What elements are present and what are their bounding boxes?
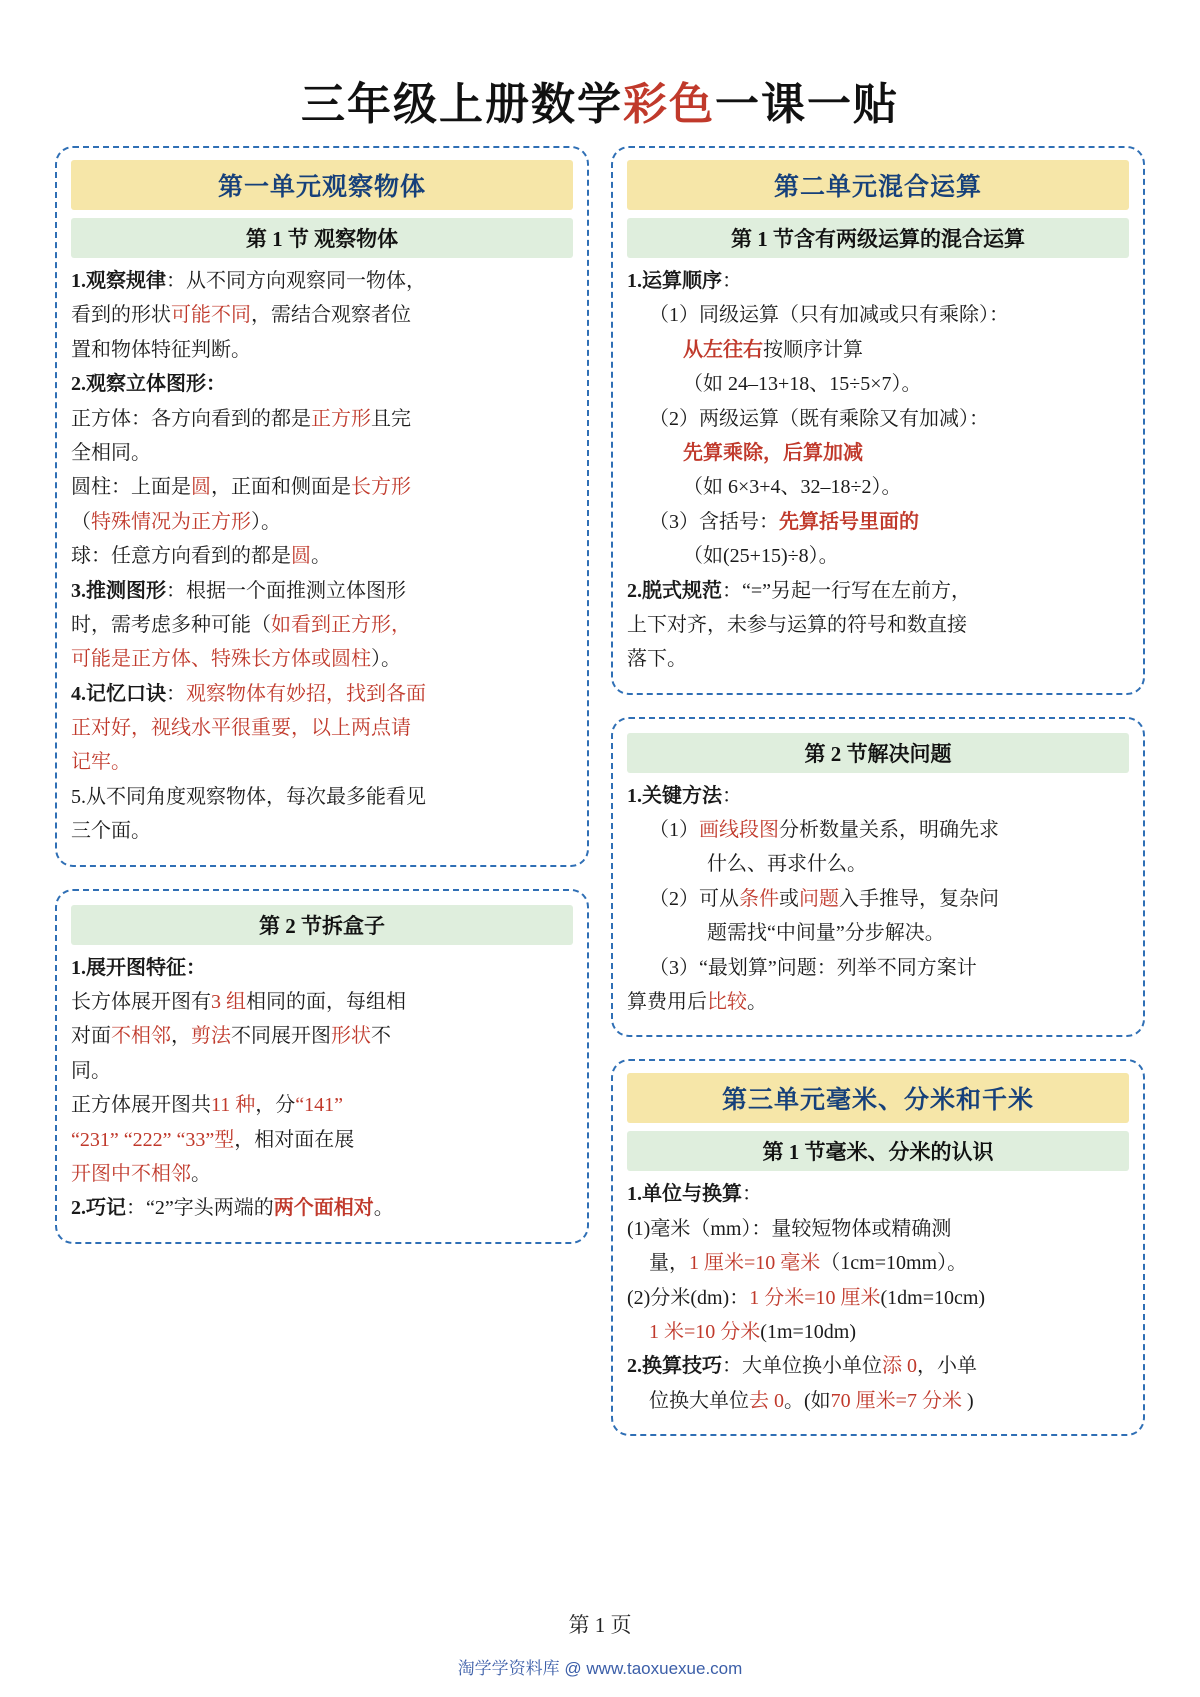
unit1-section1-heading: 第 1 节 观察物体 bbox=[71, 218, 573, 258]
text-span: ) bbox=[961, 1389, 974, 1412]
text-span: ， bbox=[171, 1025, 191, 1048]
text-span-red: 形状 bbox=[331, 1025, 371, 1048]
text-line bbox=[71, 1056, 573, 1086]
text-line bbox=[627, 404, 1129, 434]
text-span: 1.关键方法 bbox=[627, 784, 722, 807]
text-span: (1m=10dm) bbox=[760, 1320, 856, 1343]
text-line bbox=[627, 953, 1129, 983]
text-line bbox=[71, 507, 573, 537]
text-span: （如 6×3+4、32–18÷2）。 bbox=[683, 476, 902, 499]
text-line bbox=[627, 541, 1129, 571]
text-line bbox=[71, 816, 573, 846]
text-line bbox=[71, 713, 573, 743]
text-span: 4.记忆口诀 bbox=[71, 682, 166, 705]
text-span: 三个面。 bbox=[71, 820, 151, 843]
text-span: 2.换算技巧 bbox=[627, 1355, 722, 1378]
text-span: 全相同。 bbox=[71, 441, 151, 464]
text-span: 不 bbox=[371, 1025, 391, 1048]
text-span-red: 先算括号里面的 bbox=[779, 510, 919, 533]
unit3-section1-heading: 第 1 节毫米、分米的认识 bbox=[627, 1131, 1129, 1171]
text-span-red: 1 厘米=10 毫米 bbox=[689, 1252, 821, 1275]
text-span: 题需找“中间量”分步解决。 bbox=[707, 922, 945, 945]
text-span: 看到的形状 bbox=[71, 304, 171, 327]
text-span: （2）可从 bbox=[649, 887, 739, 910]
text-span: （如 24–13+18、15÷5×7）。 bbox=[683, 373, 922, 396]
text-line bbox=[71, 987, 573, 1017]
text-span: 相同的面，每组相 bbox=[246, 991, 406, 1014]
text-span-red: 11 种 bbox=[211, 1094, 256, 1117]
text-line bbox=[627, 1317, 1129, 1347]
text-span-red: 可能不同 bbox=[171, 304, 251, 327]
text-span: 落下。 bbox=[627, 648, 687, 671]
text-span-red: 不相邻 bbox=[111, 1025, 171, 1048]
unit2-section1-heading: 第 1 节含有两级运算的混合运算 bbox=[627, 218, 1129, 258]
text-line bbox=[71, 644, 573, 674]
text-line bbox=[627, 610, 1129, 640]
text-line bbox=[71, 438, 573, 468]
text-span: 。 bbox=[311, 545, 331, 568]
text-span: 5.从不同角度观察物体，每次最多能看见 bbox=[71, 785, 426, 808]
text-span: 正方体：各方向看到的都是 bbox=[71, 407, 311, 430]
text-span: ，相对面在展 bbox=[234, 1128, 355, 1151]
card-unit2-section2 bbox=[611, 717, 1145, 1038]
text-line bbox=[627, 884, 1129, 914]
text-span: 或 bbox=[779, 887, 799, 910]
text-span-red: 两个面相对 bbox=[273, 1197, 374, 1220]
text-span: ：“2”字头两端的 bbox=[126, 1197, 274, 1220]
text-span: ： bbox=[722, 784, 742, 807]
text-span: （1cm=10mm）。 bbox=[820, 1252, 968, 1275]
two-column-layout bbox=[55, 146, 1145, 1436]
text-span: ： bbox=[166, 682, 186, 705]
text-span-red: 开图中不相邻 bbox=[71, 1162, 191, 1185]
text-span-red: 正方形 bbox=[311, 407, 371, 430]
text-span: 2.脱式规范 bbox=[627, 579, 722, 602]
text-line bbox=[71, 335, 573, 365]
card-unit1-section2 bbox=[55, 889, 589, 1244]
card-unit3 bbox=[611, 1059, 1145, 1436]
watermark: 淘学学资料库 @ www.taoxuexue.com bbox=[457, 1659, 743, 1678]
title-part-2: 一课一贴 bbox=[715, 80, 899, 129]
text-span: ：大单位换小单位 bbox=[722, 1355, 882, 1378]
text-span: 长方体展开图有 bbox=[71, 991, 211, 1014]
text-span: (1dm=10cm) bbox=[880, 1286, 986, 1309]
text-line bbox=[627, 987, 1129, 1017]
text-line bbox=[71, 541, 573, 571]
text-span: （2）两级运算（既有乘除又有加减）： bbox=[649, 407, 989, 430]
text-span-red: 圆 bbox=[291, 545, 311, 568]
text-line bbox=[71, 679, 573, 709]
left-column bbox=[55, 146, 589, 1244]
text-span: 3.推测图形 bbox=[71, 579, 166, 602]
text-span-red: 观察物体有妙招，找到各面 bbox=[186, 682, 426, 705]
unit2-section2-heading: 第 2 节解决问题 bbox=[627, 733, 1129, 773]
text-span: ：从不同方向观察同一物体， bbox=[166, 270, 426, 292]
text-span: ，正面和侧面是 bbox=[211, 476, 351, 499]
text-span: 2.观察立体图形： bbox=[71, 373, 226, 396]
text-line bbox=[627, 576, 1129, 606]
text-span: 对面 bbox=[71, 1025, 111, 1048]
text-span: 不同展开图 bbox=[231, 1025, 331, 1048]
text-span-red: 从左往右 bbox=[683, 338, 763, 361]
text-span: （ bbox=[71, 510, 91, 533]
text-line bbox=[71, 953, 573, 983]
text-line bbox=[71, 1159, 573, 1189]
text-span: （3）“最划算”问题：列举不同方案计 bbox=[649, 956, 977, 979]
text-span-red: 记牢。 bbox=[71, 751, 131, 774]
text-line bbox=[71, 369, 573, 399]
text-line bbox=[71, 1021, 573, 1051]
text-line bbox=[627, 849, 1129, 879]
text-line bbox=[71, 782, 573, 812]
text-line bbox=[627, 918, 1129, 948]
text-span: （3）含括号： bbox=[649, 510, 779, 533]
text-span: 上下对齐，未参与运算的符号和数直接 bbox=[627, 613, 967, 636]
text-span: 1.运算顺序 bbox=[627, 270, 722, 292]
text-span-red: 70 厘米=7 分米 bbox=[830, 1389, 962, 1412]
text-line bbox=[71, 610, 573, 640]
text-line bbox=[627, 815, 1129, 845]
text-span-red: “141” bbox=[295, 1094, 344, 1117]
text-span: ，分 bbox=[255, 1094, 296, 1117]
text-span-red: “231” “222” “33”型 bbox=[71, 1128, 235, 1151]
text-line bbox=[627, 335, 1129, 365]
text-line bbox=[71, 1193, 573, 1223]
text-span: 1.展开图特征： bbox=[71, 956, 206, 979]
text-line bbox=[627, 644, 1129, 674]
page-number: 第 1 页 bbox=[568, 1613, 632, 1637]
text-span: 同。 bbox=[71, 1059, 111, 1082]
text-span: 。 bbox=[373, 1197, 394, 1220]
text-span: ）。 bbox=[251, 510, 281, 533]
text-span: 。 bbox=[191, 1162, 211, 1185]
title-part-1: 三年级上册数学 bbox=[301, 80, 623, 129]
text-line bbox=[627, 438, 1129, 468]
text-span: 球：任意方向看到的都是 bbox=[71, 545, 291, 568]
text-span: 什么、再求什么。 bbox=[707, 853, 867, 876]
text-span: ，小单 bbox=[917, 1355, 977, 1378]
text-span: 圆柱：上面是 bbox=[71, 476, 191, 499]
text-span: （1） bbox=[649, 819, 699, 842]
text-span: ： bbox=[742, 1183, 762, 1206]
text-line bbox=[627, 1248, 1129, 1278]
text-span: (1)毫米（mm）：量较短物体或精确测 bbox=[627, 1217, 952, 1240]
text-line bbox=[71, 747, 573, 777]
text-span: 算费用后 bbox=[627, 991, 707, 1014]
text-span-red: 剪法 bbox=[191, 1025, 231, 1048]
text-span-red: 3 组 bbox=[211, 991, 246, 1014]
text-line bbox=[627, 781, 1129, 811]
text-span: 。 bbox=[747, 991, 767, 1014]
text-line bbox=[627, 1179, 1129, 1209]
text-line bbox=[71, 576, 573, 606]
text-span: （如(25+15)÷8）。 bbox=[683, 545, 839, 568]
text-span-red: 去 0 bbox=[749, 1389, 784, 1412]
text-span-red: 圆 bbox=[191, 476, 211, 499]
text-span-red: 比较 bbox=[707, 991, 747, 1014]
text-span: 时，需考虑多种可能（ bbox=[71, 613, 271, 636]
text-span: ：根据一个面推测立体图形 bbox=[166, 579, 406, 602]
text-span: 按顺序计算 bbox=[763, 338, 863, 361]
text-line bbox=[627, 1214, 1129, 1244]
text-span-red: 如看到正方形， bbox=[271, 613, 411, 636]
text-line bbox=[627, 1386, 1129, 1416]
text-span-red: 1 米=10 分米 bbox=[649, 1320, 761, 1343]
unit1-section2-heading: 第 2 节拆盒子 bbox=[71, 905, 573, 945]
text-span-red: 画线段图 bbox=[699, 819, 779, 842]
text-line bbox=[627, 472, 1129, 502]
text-line bbox=[71, 266, 573, 296]
text-span-red: 添 0 bbox=[882, 1355, 917, 1378]
text-line bbox=[71, 300, 573, 330]
text-span: 2.巧记 bbox=[71, 1197, 126, 1220]
text-span-red: 先算乘除，后算加减 bbox=[683, 441, 863, 464]
text-span: （1）同级运算（只有加减或只有乘除）： bbox=[649, 304, 1009, 327]
text-span: ，需结合观察者位 bbox=[251, 304, 411, 327]
text-span-red: 特殊情况为正方形 bbox=[91, 510, 251, 533]
text-line bbox=[71, 1125, 573, 1155]
unit1-heading: 第一单元观察物体 bbox=[71, 160, 573, 210]
card-unit1 bbox=[55, 146, 589, 867]
text-line bbox=[627, 300, 1129, 330]
text-span: 1.单位与换算 bbox=[627, 1183, 742, 1206]
text-span: (2)分米(dm)： bbox=[627, 1286, 750, 1309]
unit2-heading: 第二单元混合运算 bbox=[627, 160, 1129, 210]
text-line bbox=[627, 1283, 1129, 1313]
unit3-heading: 第三单元毫米、分米和千米 bbox=[627, 1073, 1129, 1123]
title-part-red: 彩色 bbox=[623, 80, 715, 129]
text-span: 分析数量关系，明确先求 bbox=[779, 819, 999, 842]
text-span: 。(如 bbox=[784, 1389, 831, 1412]
text-span: 且完 bbox=[371, 407, 411, 430]
text-line bbox=[71, 1090, 573, 1120]
text-span: 量， bbox=[649, 1252, 689, 1275]
text-span-red: 长方形 bbox=[351, 476, 411, 499]
text-span: 位换大单位 bbox=[649, 1389, 749, 1412]
text-span-red: 1 分米=10 厘米 bbox=[749, 1286, 881, 1309]
text-span: 1.观察规律 bbox=[71, 270, 166, 292]
text-line bbox=[71, 472, 573, 502]
text-span-red: 问题 bbox=[799, 887, 839, 910]
text-span-red: 正对好，视线水平很重要，以上两点请 bbox=[71, 717, 411, 740]
text-span: 正方体展开图共 bbox=[71, 1094, 211, 1117]
text-span: ： bbox=[722, 270, 742, 292]
page-title bbox=[55, 68, 1145, 132]
text-line bbox=[627, 369, 1129, 399]
text-line bbox=[627, 507, 1129, 537]
right-column bbox=[611, 146, 1145, 1436]
text-line bbox=[627, 1351, 1129, 1381]
text-span: 入手推导，复杂问 bbox=[839, 887, 999, 910]
text-span: ：“=”另起一行写在左前方， bbox=[722, 579, 972, 602]
text-line bbox=[627, 266, 1129, 296]
card-unit2 bbox=[611, 146, 1145, 695]
text-span: 置和物体特征判断。 bbox=[71, 338, 251, 361]
text-line bbox=[71, 404, 573, 434]
text-span-red: 可能是正方体、特殊长方体或圆柱 bbox=[71, 648, 371, 671]
text-span-red: 条件 bbox=[739, 887, 779, 910]
text-span: ）。 bbox=[371, 648, 401, 671]
